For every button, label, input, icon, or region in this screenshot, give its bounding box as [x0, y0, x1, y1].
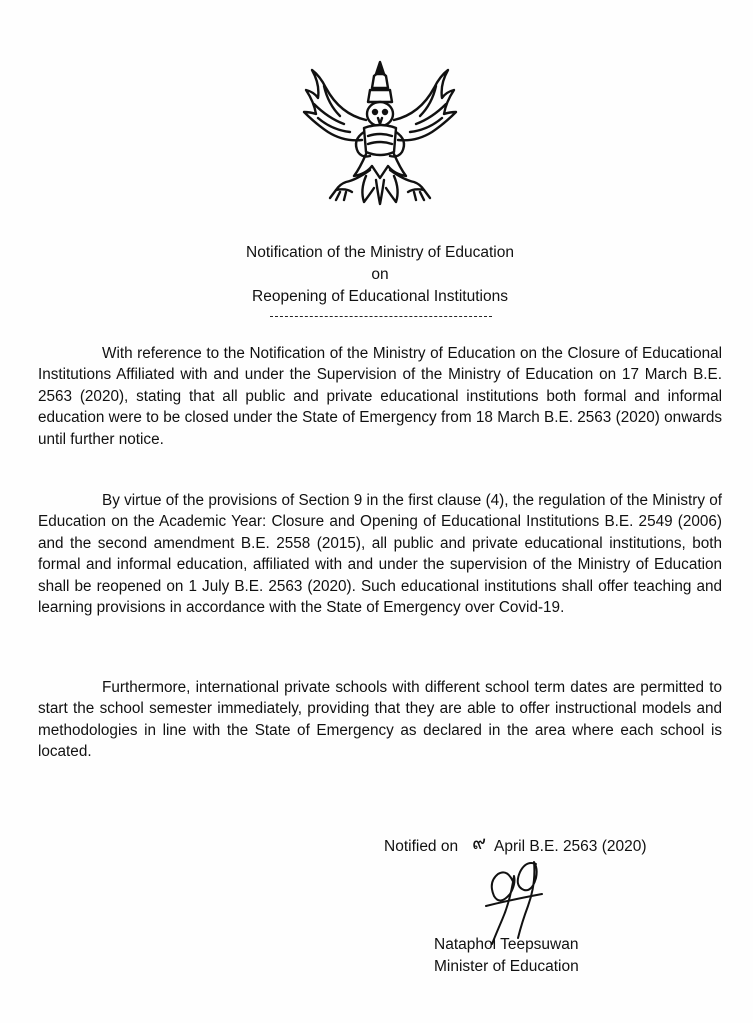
title-line-2: on: [371, 266, 389, 283]
signatory-position: Minister of Education: [434, 958, 579, 975]
garuda-emblem-icon: [300, 58, 460, 206]
paragraph-text: By virtue of the provisions of Section 9 in the first clause (4), the regulation of the Ministry of Education on the Academic Year: Closure and Opening of Educational Institutions B.E. 2549 (2006) and the second amendment B.E. 2558 (2015), all public and private educational institutions, both formal and informal education, affiliated with and under the supervision of the Ministry of Education shall be reopened on 1 July B.E. 2563 (2020). Such educational institutions shall offer teaching and learning provisions in accordance with the State of Emergency over Covid-19.: [38, 492, 722, 617]
notified-date: April B.E. 2563 (2020): [494, 838, 647, 855]
document-title: [0, 242, 753, 308]
paragraph-text: Furthermore, international private schools with different school term dates are permitted to start the school semester immediately, providing that they are able to offer instructional models and methodologies in line with the State of Emergency as declared in the area where each school is located.: [38, 679, 722, 761]
title-line-3: Reopening of Educational Institutions: [252, 288, 508, 305]
notified-prefix: Notified on: [384, 838, 459, 855]
paragraph-2: [38, 490, 722, 618]
paragraph-1: [38, 343, 722, 450]
title-divider: [270, 316, 492, 317]
title-line-1: Notification of the Ministry of Education: [246, 244, 514, 261]
paragraph-text: With reference to the Notification of the Ministry of Education on the Closure of Educational Institutions Affiliated with and under the Supervision of the Ministry of Education on 17 March B.E. 2563 (2020), stating that all public and private educational institutions both formal and informal education were to be closed under the State of Emergency from 18 March B.E. 2563 (2020) onwards until further notice.: [38, 345, 722, 448]
paragraph-3: [38, 677, 722, 763]
handwritten-signature: [480, 854, 552, 946]
notified-day: ๙: [472, 832, 487, 854]
signatory-block: [434, 934, 579, 978]
signatory-name: Nataphol Teepsuwan: [434, 936, 579, 953]
